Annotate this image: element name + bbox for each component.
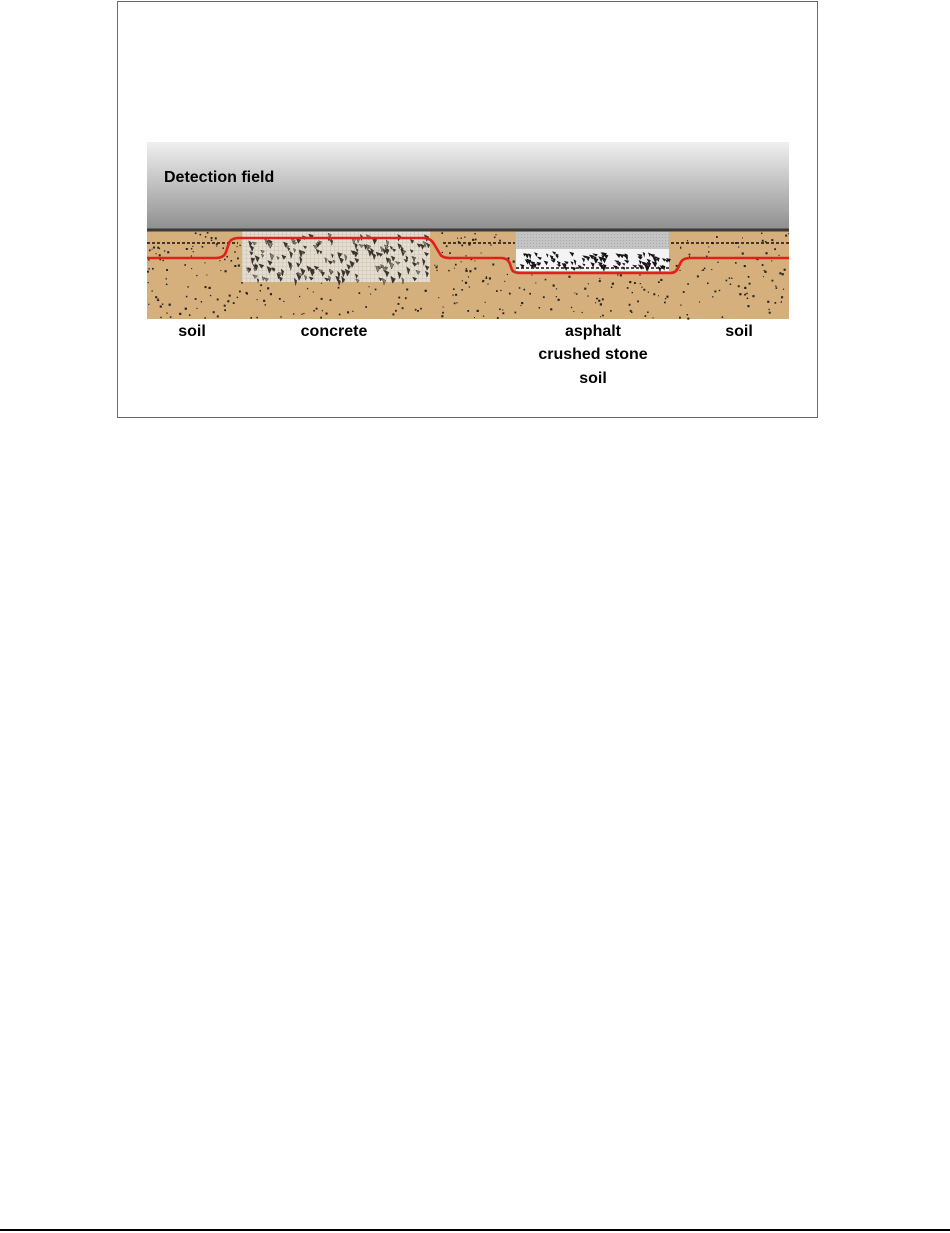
asphalt-label: asphalt	[564, 323, 622, 340]
soil-right-label: soil	[725, 323, 753, 340]
detection-field-label: Detection field	[164, 169, 275, 186]
asphalt-layer	[516, 230, 669, 249]
figure-frame	[117, 1, 818, 418]
concrete-label: concrete	[300, 323, 368, 340]
cross-section-diagram	[118, 2, 817, 417]
soil-left-label: soil	[178, 323, 206, 340]
crushed-stone-label: crushed stone	[538, 346, 648, 363]
soil-under-label: soil	[579, 370, 607, 387]
page-bottom-rule	[0, 1229, 950, 1231]
